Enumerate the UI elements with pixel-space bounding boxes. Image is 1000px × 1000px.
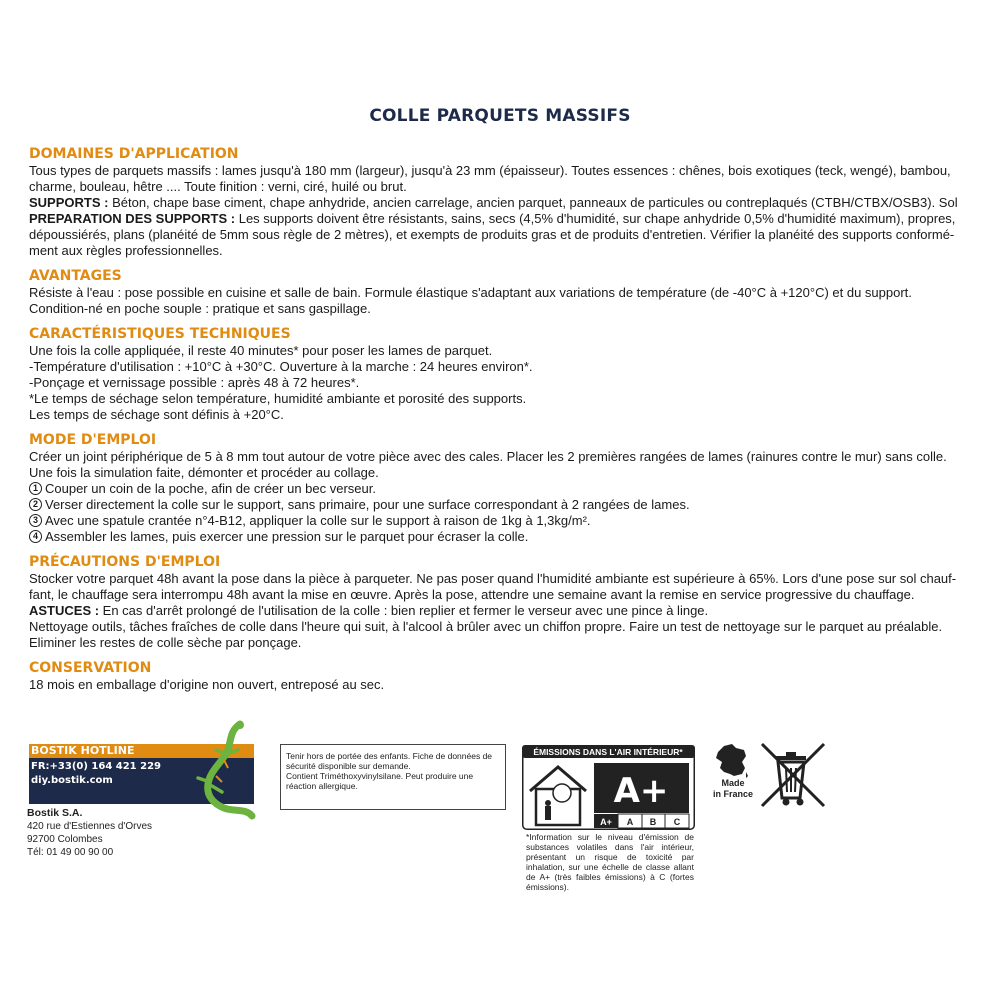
list-item bbox=[29, 513, 974, 529]
step-number-icon: 4 bbox=[29, 530, 42, 543]
company-name: Bostik S.A. bbox=[27, 807, 83, 819]
address-line: 92700 Colombes bbox=[27, 834, 103, 845]
scale-class: C bbox=[673, 817, 681, 827]
paragraph: Une fois la colle appliquée, il reste 40 minutes* pour poser les lames de parquet. bbox=[29, 343, 493, 358]
emissions-title: ÉMISSIONS DANS L'AIR INTÉRIEUR* bbox=[533, 747, 683, 757]
section-heading: AVANTAGES bbox=[29, 268, 122, 284]
section-heading: MODE D'EMPLOI bbox=[29, 432, 157, 448]
step-number-icon: 1 bbox=[29, 482, 42, 495]
text: En cas d'arrêt prolongé de l'utilisation de la colle : bien replier et fermer le verseur avec une pince à linge. bbox=[99, 603, 709, 618]
step-text: Assembler les lames, puis exercer une pression sur le parquet pour écraser la colle. bbox=[45, 529, 529, 544]
scale-class: A+ bbox=[600, 817, 612, 827]
section-heading: CONSERVATION bbox=[29, 660, 152, 676]
paragraph: Eliminer les restes de colle sèche par ponçage. bbox=[29, 635, 302, 650]
label: SUPPORTS : bbox=[29, 195, 109, 210]
scale-class: B bbox=[649, 817, 657, 827]
section-heading: PRÉCAUTIONS D'EMPLOI bbox=[29, 554, 221, 570]
section-heading: DOMAINES D'APPLICATION bbox=[29, 146, 239, 162]
paragraph: Créer un joint périphérique de 5 à 8 mm tout autour de votre pièce avec des cales. Placer les 2 premières rangées de lames (rainures contre le mur) sans colle. Une fois la simulation faite, démonter et procéder au collage. bbox=[29, 449, 947, 480]
paragraph: -Ponçage et vernissage possible : après 48 à 72 heures*. bbox=[29, 375, 360, 390]
made-line: in France bbox=[712, 789, 753, 799]
paragraph: Stocker votre parquet 48h avant la pose dans la pièce à parqueter. Ne pas poser quand l'humidité ambiante est supérieure à 65%. Lors d'une pose sur sol chauf-fant, le chauffage sera interrompu 48h avant la mise en œuvre. Après la pose, attendre une semaine avant la remise en service progressive du chauffage. bbox=[29, 571, 957, 602]
section-domaines bbox=[29, 146, 974, 259]
safety-text: Contient Triméthoxyvinylsilane. Peut produire une réaction allergique. bbox=[286, 771, 474, 791]
section-precautions bbox=[29, 554, 974, 651]
paragraph bbox=[29, 603, 974, 619]
paragraph: Les temps de séchage sont définis à +20°C. bbox=[29, 407, 284, 422]
paragraph bbox=[29, 211, 974, 259]
made-line: Made bbox=[721, 778, 745, 788]
hotline-web: diy.bostik.com bbox=[31, 775, 113, 786]
scale-class: A bbox=[626, 817, 634, 827]
section-avantages bbox=[29, 268, 974, 317]
main-content bbox=[29, 146, 974, 702]
paragraph: Nettoyage outils, tâches fraîches de colle dans l'heure qui suit, à l'alcool à brûler avec un chiffon propre. Faire un test de nettoyage sur le parquet au préalable. bbox=[29, 619, 943, 634]
text: Béton, chape base ciment, chape anhydride, ancien carrelage, ancien parquet, panneaux de particules ou contreplaqués (CTBH/CTBX/OSB3). Sol bbox=[108, 195, 958, 210]
company-phone: Tél: 01 49 00 90 00 bbox=[27, 847, 114, 858]
list-item bbox=[29, 497, 974, 513]
list-item bbox=[29, 481, 974, 497]
section-conservation bbox=[29, 660, 974, 693]
step-text: Couper un coin de la poche, afin de créer un bec verseur. bbox=[45, 481, 376, 496]
page-title: COLLE PARQUETS MASSIFS bbox=[369, 106, 631, 126]
hotline-title: BOSTIK HOTLINE bbox=[29, 744, 254, 758]
safety-notice bbox=[280, 744, 506, 810]
step-text: Avec une spatule crantée n°4-B12, appliquer la colle sur le support à raison de 1kg à 1,3kg/m². bbox=[45, 513, 591, 528]
label: ASTUCES : bbox=[29, 603, 100, 618]
text: Les supports doivent être résistants, sains, secs (4,5% d'humidité, sur chape anhydride 0,5% d'humidité maximum), propres, dépoussiérés, plans (planéité de 5mm sous règle de 2 mètres), et exempts de produits gras et de produits d'entretien. Vérifier la planéité des supports conformé-ment aux règles professionnelles. bbox=[29, 211, 956, 258]
crossed-bin-icon bbox=[758, 740, 828, 810]
step-number-icon: 3 bbox=[29, 514, 42, 527]
company-address bbox=[27, 807, 152, 859]
label: PREPARATION DES SUPPORTS : bbox=[29, 211, 236, 226]
emissions-grade: A+ bbox=[613, 771, 669, 811]
paragraph: 18 mois en emballage d'origine non ouvert, entreposé au sec. bbox=[29, 677, 385, 692]
address-line: 420 rue d'Estiennes d'Orves bbox=[27, 821, 152, 832]
made-in-france-label bbox=[708, 778, 758, 800]
paragraph: -Température d'utilisation : +10°C à +30°C. Ouverture à la marche : 24 heures environ*. bbox=[29, 359, 533, 374]
list-item bbox=[29, 529, 974, 545]
paragraph: Tous types de parquets massifs : lames jusqu'à 180 mm (largeur), jusqu'à 23 mm (épaisseur). Toutes essences : chênes, bois exotiques (teck, wengé), bambou, charme, bouleau, hêtre .... Toute finition : verni, ciré, huilé ou brut. bbox=[29, 163, 951, 194]
emissions-label bbox=[522, 745, 695, 830]
emissions-note: *Information sur le niveau d'émission de substances volatiles dans l'air intérieur, présentant un risque de toxicité par inhalation, sur une échelle de classe allant de A+ (très faibles émissions) à C (fortes émissions). bbox=[526, 832, 694, 892]
paragraph bbox=[29, 195, 974, 211]
paragraph: *Le temps de séchage selon température, humidité ambiante et porosité des supports. bbox=[29, 391, 527, 406]
section-heading: CARACTÉRISTIQUES TECHNIQUES bbox=[29, 326, 291, 342]
gecko-logo-icon bbox=[188, 720, 268, 820]
hotline-phone: FR:+33(0) 164 421 229 bbox=[31, 761, 161, 772]
safety-text: Tenir hors de portée des enfants. Fiche de données de sécurité disponible sur demande. bbox=[286, 751, 493, 771]
step-number-icon: 2 bbox=[29, 498, 42, 511]
step-text: Verser directement la colle sur le support, sans primaire, pour une surface correspondant à 2 rangées de lames. bbox=[45, 497, 690, 512]
paragraph: Résiste à l'eau : pose possible en cuisine et salle de bain. Formule élastique s'adaptant aux variations de température (de -40°C à +120°C) et du support. Condition-né en poche souple : pratique et sans gaspillage. bbox=[29, 285, 912, 316]
section-mode-emploi bbox=[29, 432, 974, 545]
section-caracteristiques bbox=[29, 326, 974, 423]
